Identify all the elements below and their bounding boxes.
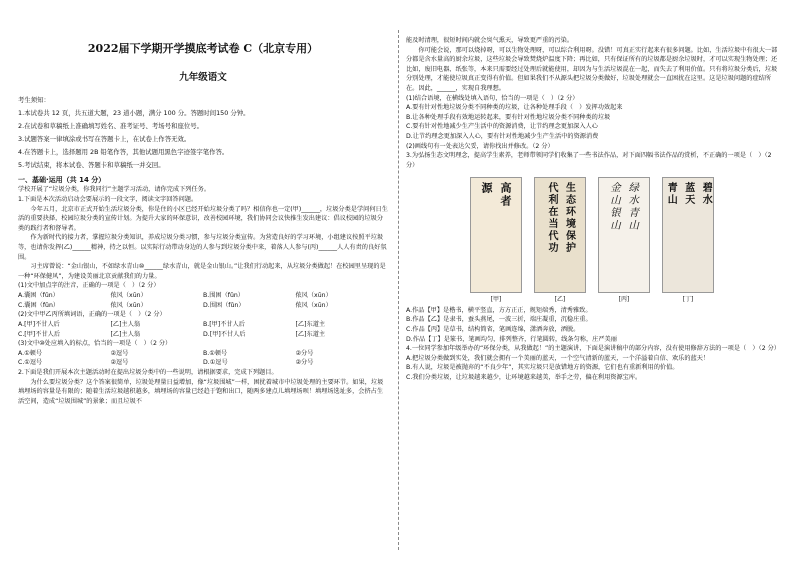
option[interactable]: D.让节约理念更加深入人心，要有针对性地减少生产生活中的资源消费 <box>406 133 599 141</box>
section-heading: 一、基础·运用（共 14 分） <box>18 175 106 184</box>
option: ②分号 <box>295 349 314 357</box>
notice-item: 4.在答题卡上，选择题用 2B 铅笔作答，其他试题用黑色字迹签字笔作答。 <box>18 148 229 157</box>
calligraphy-item-bing <box>598 177 650 304</box>
calligraphy-image <box>662 177 714 293</box>
calligraphy-caption: [乙] <box>554 295 566 303</box>
passage-paragraph: 你可能会说，那可以烧掉呀，可以生物处理呀，可以综合利用呀。没错！可真正实行起来有很多问题。比如，生活垃圾中有很大一部分都是含水量高的厨余垃圾，这些垃圾会导致焚烧炉温度下降；再比如，只有保证所有的垃圾都是厨余垃圾时，才可以实现生物处理；还比如，废旧电器、纸张等，本来只需要经过处理后就能使用，却因为与生活垃圾混在一起，而失去了利用价值。只有将垃圾分类后，垃圾分别处理，才能使垃圾真正变得有价值。但如果我们不从源头把垃圾分类做好，垃圾处理就会一直困扰在这里。这是垃圾问题的症结所在。因此，______，实现自我理想。 <box>406 46 778 93</box>
option[interactable]: A.要有针对性地垃圾分类不同种类的垃圾，让各种处理手段（ ）发挥功效起来 <box>406 104 623 112</box>
option[interactable]: C.囊困（fǔn） <box>18 301 60 309</box>
option[interactable]: D.作品【丁】是篆书，笔画均匀，排列整齐，行笔圆转，线条匀称，庄严美丽 <box>406 335 617 343</box>
passage-paragraph: 作为新时代的接力者，掌握垃圾分类知识，养成垃圾分类习惯，参与垃圾分类宣传。为营造良好的学习环境，小组建议按照平垃圾等，也请你发挥(乙)______精神，持之以恒。以实际行动带动身边的人参与到垃圾分类中来，着落人人参与(丙)______人人有责的良好氛围。 <box>18 234 387 261</box>
passage-paragraph: 能及时清理，很短时间内就会臭气熏天，导致更严重的污染。 <box>406 37 574 44</box>
task-prompt: 4.一位同学参加年级举办的“环保分类，从我做起！”的主题演讲，下面是演讲稿中的部分内容，没有使用修辞方法的一项是（ ）（2 分） <box>406 345 780 353</box>
calligraphy-column: 蓝天 <box>682 181 694 206</box>
option-row <box>18 330 388 340</box>
calligraphy-column: 高者 <box>499 181 513 208</box>
option-row <box>18 358 388 368</box>
option[interactable]: C.[甲]不甘人后 <box>18 330 61 338</box>
right-column <box>406 36 782 383</box>
option[interactable]: B.[甲]不甘人后 <box>203 320 245 328</box>
option[interactable]: D.①逗号 <box>203 359 228 367</box>
question-text: (2)文中甲乙丙所填词语，正确的一项是（ ）（2 分） <box>18 311 166 319</box>
option: 侬风（xūn） <box>110 292 147 300</box>
option[interactable]: B.①顿号 <box>203 349 228 357</box>
exam-subtitle: 九年级语文 <box>179 72 227 84</box>
calligraphy-item-yi <box>534 177 586 304</box>
option[interactable]: B.有人说，垃圾是被抛弃的“不良少年”，其实垃圾只是放错地方的资源，它们也有重新利用的价值。 <box>406 364 679 372</box>
notice-item: 5.考试结束，将本试卷、答题卡和草稿纸一并交回。 <box>18 161 165 170</box>
question-text: (1)结合语境，在横线处填入语句，恰当的一项是（ ）（2 分） <box>406 94 579 102</box>
exam-title: 2022届下学期开学摸底考试卷 C（北京专用） <box>87 42 319 55</box>
calligraphy-column: 代利在当代功 <box>546 181 557 254</box>
option[interactable]: B.让各种处理手段有效地运转起来，要有针对性地垃圾分类不同种类的垃圾 <box>406 113 611 121</box>
calligraphy-gallery <box>470 177 782 304</box>
option: ②逗号 <box>110 359 129 367</box>
notice-item: 1.本试卷共 12 页，共五道大题，23 道小题，满分 100 分。答题时间150 分钟。 <box>18 108 250 117</box>
option: [乙]主人翁 <box>110 330 141 338</box>
calligraphy-column: 生态环境保护 <box>563 181 575 254</box>
option[interactable]: A.作品【甲】是楷书，横平竖直，方方正正，规矩端秀，清秀雅致。 <box>406 306 592 314</box>
option: ②逗号 <box>110 349 129 357</box>
calligraphy-column: 碧水 <box>700 181 712 206</box>
calligraphy-item-jia <box>470 177 522 304</box>
option: [乙]主人翁 <box>110 320 141 328</box>
calligraphy-column: 青山 <box>665 181 677 206</box>
option[interactable]: C.作品【丙】是草书，结构简省，笔画连绵，潇洒奔放，洒脱。 <box>406 326 580 334</box>
option: 侬风（xūn） <box>295 292 332 300</box>
option: [乙]东道主 <box>295 330 326 338</box>
option-row <box>18 349 388 359</box>
calligraphy-column: 金山银山 <box>609 181 621 232</box>
column-divider <box>398 30 399 550</box>
option[interactable]: A.①顿号 <box>18 349 43 357</box>
calligraphy-column: 源 <box>480 181 493 195</box>
intro-text: 学校开展了“垃圾分类，你我同行”主题学习活动，请你完成下列任务。 <box>18 186 211 194</box>
option-row <box>18 301 388 311</box>
option[interactable]: B.围困（fǔn） <box>203 292 244 300</box>
option: [乙]东道主 <box>295 320 326 328</box>
calligraphy-caption: [丁] <box>682 295 694 303</box>
notice-heading: 考生须知： <box>18 95 50 104</box>
option-row <box>18 320 388 330</box>
option[interactable]: D.围困（fǔn） <box>203 301 245 309</box>
option[interactable]: C.要有针对性地减少生产生活中的资源消费，让节约理念更加深入人心 <box>406 123 598 131</box>
option-row <box>18 291 388 301</box>
option[interactable]: C.①逗号 <box>18 359 43 367</box>
option[interactable]: A.[甲]不甘人后 <box>18 320 60 328</box>
passage-paragraph: 为什么要垃圾分类？这个答案很简单，垃圾处理量日益增加，像“垃圾围城”一样，困扰着城市中垃圾处理的主要环节。如果，垃圾填埋场的容量是有限的；随着生活垃圾越积越多，填埋场的容量已经趋于饱和出口，随两多建点儿填埋场呗！填埋场选址多，会挤占生活空间，造成“垃圾围城”的景象；而且垃圾不 <box>18 378 384 405</box>
question-text: (1)文中加点字的注音，正确的一项是（ ）（2 分） <box>18 282 160 290</box>
calligraphy-image <box>470 177 522 293</box>
option[interactable]: A.囊困（fǔn） <box>18 292 59 300</box>
notice-item: 2.在试卷和草稿纸上准确填写姓名、准考证号、考场号和座位号。 <box>18 122 204 131</box>
option: ②分号 <box>295 359 314 367</box>
calligraphy-caption: [丙] <box>618 295 630 303</box>
option[interactable]: C.我们分类垃圾，让垃圾越来越少，让环境越来越美，举手之劳，偏在利用资源宝库。 <box>406 374 642 382</box>
question-text: (3)文中⑩处应填入的标点，恰当的一项是（ ）（2 分） <box>18 340 172 348</box>
task-prompt: 3.为弘扬生态文明理念，提高学生素养，老师带领同学们收集了一些书法作品，对下面四幅书法作品的赏析，不正确的一项是（ ）（2 分） <box>406 152 772 169</box>
passage-paragraph: 今年五月，北京市正式开始生活垃圾分类，你是住的小区已经开始垃圾分类了吗？相信你也一定(甲)______，垃圾分类是学问何日生活的重要抉择，校园垃圾分类的宣传计划。为提升大家的环保意识，改善校园环境，我们协同会议快推生发出建议：倡议校园的垃圾分类的践行者和督导者。 <box>18 205 388 232</box>
left-column <box>18 34 388 406</box>
option[interactable]: B.作品【乙】是隶书，蚕头燕尾，一波三折，端庄凝重，沉稳庄重。 <box>406 316 592 324</box>
task-prompt: 2.下面是我们开展本次主题活动时在提出垃圾分类中的一些说明，请根据要求，完成下列题目。 <box>18 368 278 376</box>
task-prompt: 1.下面是本次活动启动会要展示的一段文字，阅读文字回答问题。 <box>18 195 198 203</box>
option[interactable]: A.把垃圾分类做到实处，我们就会拥有一个美丽的蓝天，一个空气清新的蓝天，一个洋溢着自信、欢乐的蓝天！ <box>406 354 710 362</box>
option: 侬风（xūn） <box>295 301 332 309</box>
passage-paragraph: 习主席曾说：“金山银山，不如绿水青山⑩______绿水青山，就是金山银山。”让我们行动起来，从垃圾分类做起！在校园里呈现的是一种“环保健风”，为建设美丽北京贡献我们的力量。 <box>18 263 386 280</box>
notice-item: 3.试题答案一律填涂或书写在答题卡上，在试卷上作答无效。 <box>18 135 191 144</box>
option: 侬风（xūn） <box>110 301 147 309</box>
notice-block <box>18 94 388 173</box>
option[interactable]: D.[甲]不甘人后 <box>203 330 246 338</box>
calligraphy-item-ding <box>662 177 714 304</box>
calligraphy-column: 绿水青山 <box>627 181 640 232</box>
calligraphy-image <box>534 177 586 293</box>
question-text: (2)画线句有一处表达欠妥，请你找出并修改。（2 分） <box>406 142 554 150</box>
calligraphy-caption: [甲] <box>490 295 502 303</box>
calligraphy-image <box>598 177 650 293</box>
